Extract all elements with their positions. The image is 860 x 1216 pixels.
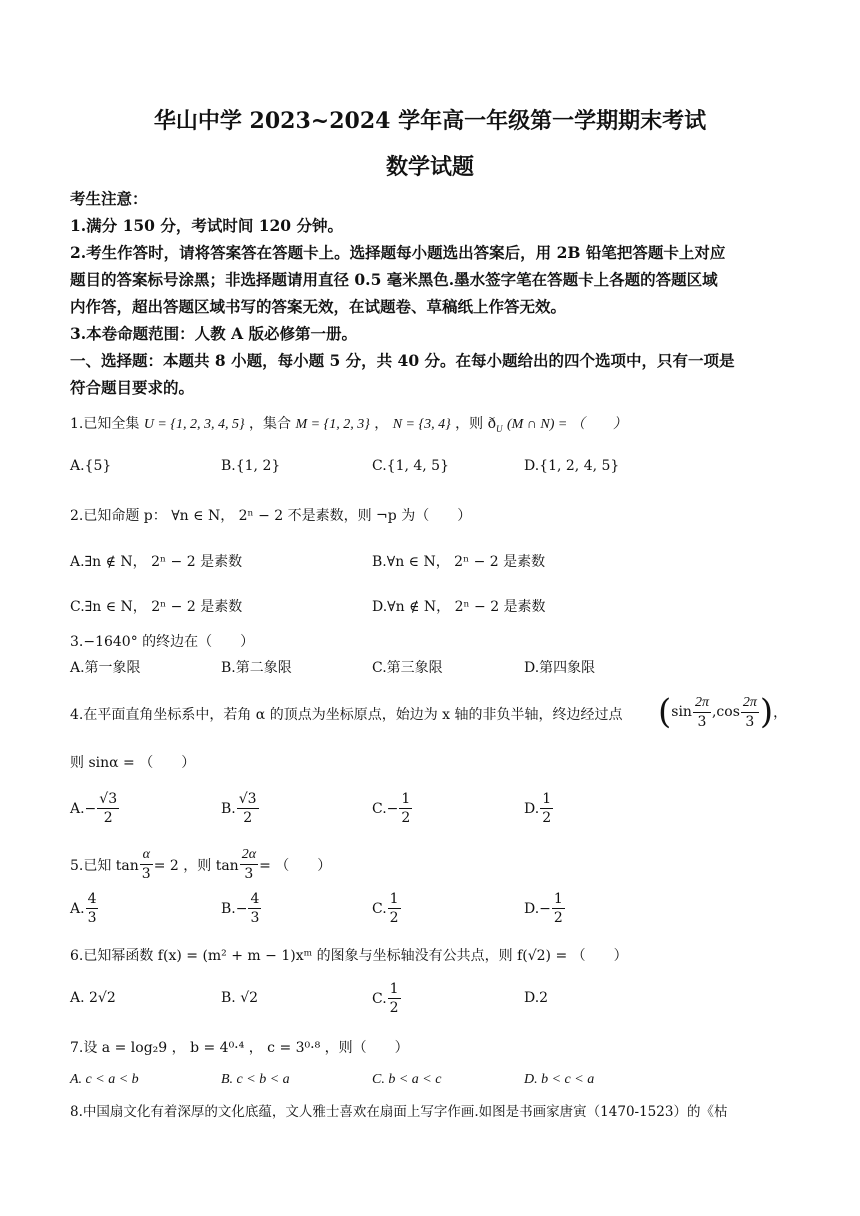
q7-option-a: A. c < a < b: [70, 1072, 139, 1087]
q7-option-c: C. b < a < c: [372, 1072, 442, 1087]
q1-text-i: (M ∩ N) = （ ）: [506, 417, 627, 432]
q1-complement-sub: U: [496, 423, 503, 434]
q6-option-b: B. √2: [221, 990, 259, 1006]
question-8-stem: 8.中国扇文化有着深厚的文化底蕴，文人雅士喜欢在扇面上写字作画.如图是书画家唐寅（1470-1523）的《枯: [70, 1104, 728, 1120]
q1-universal-set: U = {1, 2, 3, 4, 5}: [143, 417, 245, 432]
q1-option-c: C.{1, 4, 5}: [372, 458, 449, 474]
q5-option-c: C. $\frac{1}{2}$: [372, 891, 399, 926]
q1-complement-symbol: ð: [487, 416, 497, 432]
q7-option-b: B. c < b < a: [221, 1072, 290, 1087]
q4-option-a: A.− $\frac{√3}{2}$: [70, 791, 118, 826]
q1-option-b: B.{1, 2}: [221, 458, 281, 474]
q2-option-c: C.∃n ∈ N， 2ⁿ − 2 是素数: [70, 599, 243, 615]
section-heading-cont: 符合题目要求的。: [70, 378, 195, 397]
notice-item-3: 3.本卷命题范围：人教 A 版必修第一册。: [70, 324, 358, 343]
q1-text-c: ，集合: [249, 416, 292, 432]
q7-option-d: D. b < c < a: [524, 1072, 595, 1087]
q4-point: [658, 688, 787, 736]
q3-option-d: D.第四象限: [524, 660, 596, 676]
question-6-stem: 6.已知幂函数 f(x) = (m² + m − 1)xᵐ 的图象与坐标轴没有公共点，则 f(√2) = （ ）: [70, 948, 628, 964]
q6-option-d: D.2: [524, 990, 549, 1006]
question-3-stem: 3.−1640° 的终边在（ ）: [70, 634, 255, 650]
q4-frac-sin: $\frac{2\pi}{3}$: [694, 694, 709, 730]
notice-item-2-cont2: 内作答，超出答题区域书写的答案无效，在试题卷、草稿纸上作答无效。: [70, 297, 567, 316]
q2-option-a: A.∃n ∉ N， 2ⁿ − 2 是素数: [70, 554, 243, 570]
notice-heading: 考生注意：: [70, 189, 148, 208]
q4-option-d: D. $\frac{1}{2}$: [524, 791, 552, 826]
q6-option-a: A. 2√2: [70, 990, 116, 1006]
q1-text-e: ，: [374, 416, 389, 432]
question-2-stem: 2.已知命题 p： ∀n ∈ N， 2ⁿ − 2 不是素数，则 ¬p 为（ ）: [70, 508, 472, 524]
q4-left-paren: (: [658, 692, 672, 732]
q3-option-b: B.第二象限: [221, 660, 292, 676]
question-4-stem-b: 则 sinα = （ ）: [70, 755, 196, 771]
q5-option-b: B.− $\frac{4}{3}$: [221, 891, 260, 926]
question-4-stem-a: 4.在平面直角坐标系中，若角 α 的顶点为坐标原点，始边为 x 轴的非负半轴，终边经过点: [70, 707, 623, 723]
q3-option-a: A.第一象限: [70, 660, 141, 676]
q5-option-a: A. $\frac{4}{3}$: [70, 891, 97, 926]
q4-right-paren: ): [759, 692, 774, 732]
q2-option-b: B.∀n ∈ N， 2ⁿ − 2 是素数: [372, 554, 546, 570]
exam-title: 华山中学 2023~2024 学年高一年级第一学期期末考试: [153, 108, 707, 134]
q2-option-d: D.∀n ∉ N， 2ⁿ − 2 是素数: [372, 599, 546, 615]
q4-option-b: B. $\frac{√3}{2}$: [221, 791, 257, 826]
question-5-stem: 5.已知 tan $\frac{\alpha}{3}$ = 2 ，则 tan $\frac{2\alpha}{3}$ = （ ）: [70, 847, 332, 882]
notice-item-2: 2.考生作答时，请将答案答在答题卡上。选择题每小题选出答案后，用 2B 铅笔把答题卡上对应: [70, 243, 726, 262]
section-heading: 一、选择题：本题共 8 小题，每小题 5 分，共 40 分。在每小题给出的四个选项中，只有一项是: [70, 351, 735, 370]
q1-text-g: ，则: [455, 416, 484, 432]
q4-sin: sin: [671, 704, 692, 720]
q5-option-d: D.− $\frac{1}{2}$: [524, 891, 563, 926]
q1-text-a: 1.已知全集: [70, 416, 140, 432]
q6-option-c: C. $\frac{1}{2}$: [372, 981, 399, 1016]
exam-subtitle: 数学试题: [385, 154, 474, 180]
q1-option-a: A.{5}: [70, 458, 112, 474]
q3-option-c: C.第三象限: [372, 660, 443, 676]
q1-option-d: D.{1, 2, 4, 5}: [524, 458, 620, 474]
q4-cos: ,cos: [711, 704, 740, 720]
q1-set-m: M = {1, 2, 3}: [295, 417, 370, 432]
q4-option-c: C.− $\frac{1}{2}$: [372, 791, 411, 826]
question-1-stem: [70, 413, 627, 434]
notice-item-1: 1.满分 150 分，考试时间 120 分钟。: [70, 216, 343, 235]
q4-frac-cos: $\frac{2\pi}{3}$: [742, 694, 757, 730]
question-7-stem: 7.设 a = log₂9 ， b = 4⁰·⁴ ， c = 3⁰·⁸ ，则（ ）: [70, 1040, 409, 1056]
q1-set-n: N = {3, 4}: [392, 417, 451, 432]
notice-item-2-cont1: 题目的答案标号涂黑；非选择题请用直径 0.5 毫米黑色.墨水签字笔在答题卡上各题的答题区域: [70, 270, 718, 289]
q4-comma: ，: [773, 705, 788, 721]
